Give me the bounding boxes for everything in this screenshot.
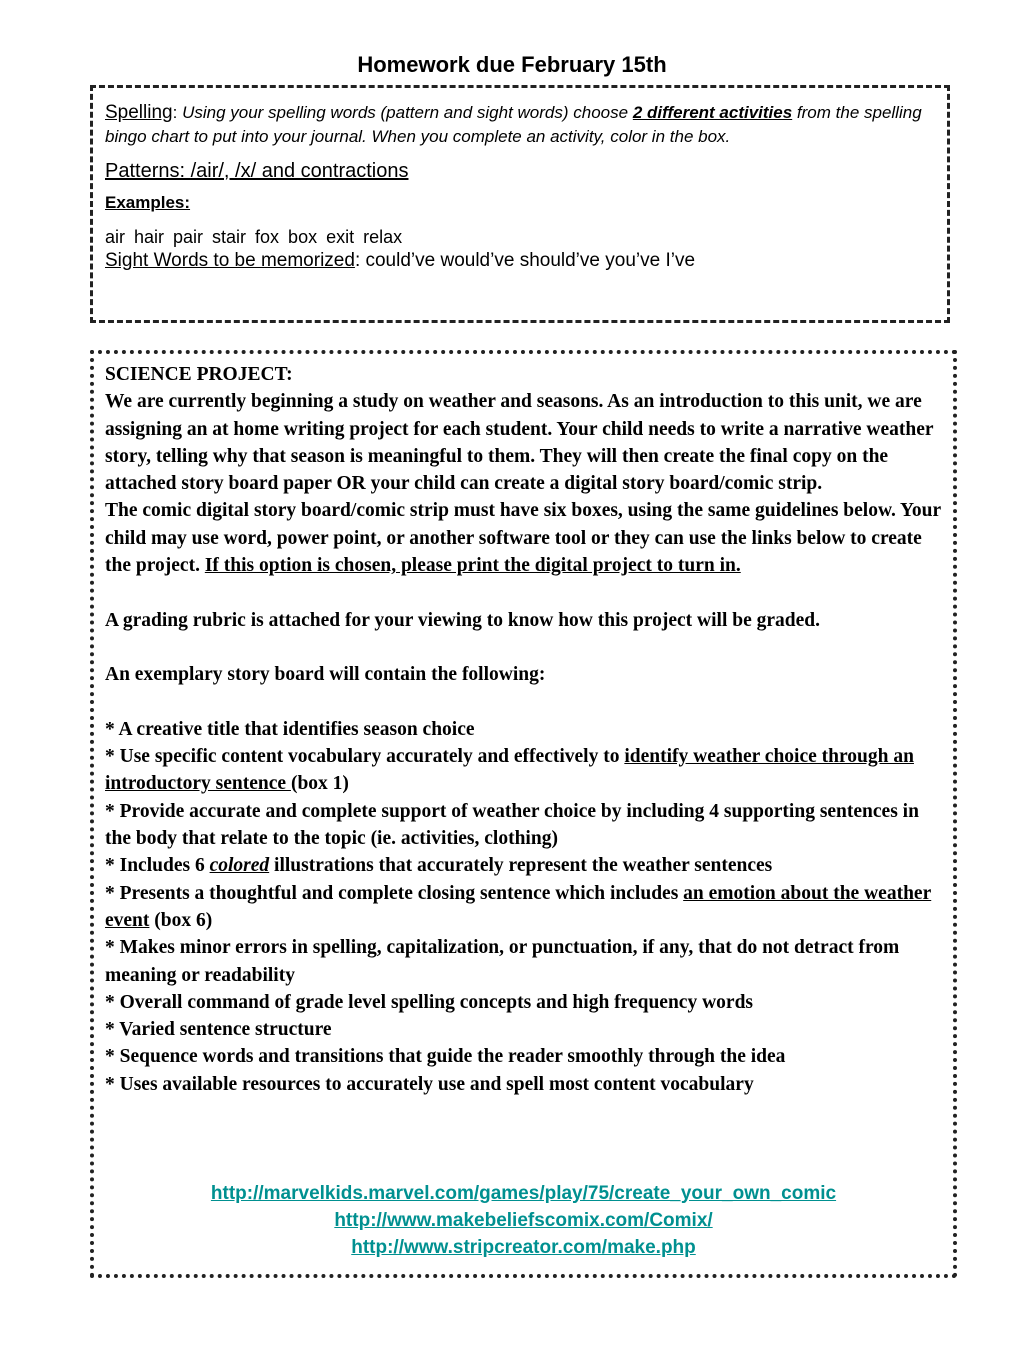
link-marvelkids[interactable]: http://marvelkids.marvel.com/games/play/75/create_your_own_comic <box>210 1183 837 1204</box>
examples-label: Examples: <box>105 193 191 212</box>
list-item: * A creative title that identifies season choice <box>105 718 475 740</box>
spelling-emphasis: 2 different activities <box>632 103 793 122</box>
sight-words-line <box>105 249 940 273</box>
patterns-line: Patterns: /air/, /x/ and contractions <box>105 160 409 182</box>
science-section <box>105 361 947 1098</box>
link-makebeliefscomix[interactable]: http://www.makebeliefscomix.com/Comix/ <box>334 1210 713 1231</box>
link-stripcreator[interactable]: http://www.stripcreator.com/make.php <box>351 1237 696 1258</box>
resource-links <box>90 1180 957 1261</box>
science-heading: SCIENCE PROJECT: <box>105 364 293 385</box>
print-instruction: If this option is chosen, please print the digital project to turn in. <box>204 555 741 577</box>
sight-words-label: Sight Words to be memorized <box>105 250 355 271</box>
spelling-section <box>105 101 940 273</box>
science-para2: The comic digital story board/comic strip must have six boxes, using the same guidelines below. Your child may use word, power point, or another software tool or they can use the links below to create the project. If this option is chosen, please print the digital project to turn in. <box>105 500 941 577</box>
list-item: * Makes minor errors in spelling, capitalization, or punctuation, if any, that do not detract from meaning or readability <box>105 937 900 986</box>
list-item: * Sequence words and transitions that guide the reader smoothly through the idea <box>105 1046 786 1068</box>
list-item: * Overall command of grade level spelling concepts and high frequency words <box>105 991 754 1013</box>
sight-words: : could’ve would’ve should’ve you’ve I’ve <box>354 250 696 271</box>
spelling-heading: Spelling <box>105 102 173 123</box>
exemplary-heading: An exemplary story board will contain the following: <box>105 664 546 686</box>
list-item: * Varied sentence structure <box>105 1019 332 1041</box>
rubric-note: A grading rubric is attached for your viewing to know how this project will be graded. <box>105 609 821 631</box>
spelling-instructions: Using your spelling words (pattern and sight words) choose <box>182 103 629 122</box>
list-item: * Includes 6 colored illustrations that accurately represent the weather sentences <box>105 855 773 877</box>
list-item: * Presents a thoughtful and complete closing sentence which includes an emotion about the weather event (box 6) <box>105 882 932 931</box>
example-words: air hair pair stair fox box exit relax <box>105 227 403 247</box>
spelling-intro: Spelling: Using your spelling words (pattern and sight words) choose 2 different activities from the spelling bingo chart to put into your journal. When you complete an activity, color in the box. <box>105 102 922 146</box>
list-item: * Use specific content vocabulary accurately and effectively to identify weather choice through an introductory sentence (box 1) <box>105 746 914 795</box>
list-item: * Provide accurate and complete support of weather choice by including 4 supporting sentences in the body that relate to the topic (ie. activities, clothing) <box>105 800 919 850</box>
spelling-instructions-cont: from the spelling bingo chart to put into your journal. When you complete an activity, color in the box. <box>105 103 922 146</box>
science-para1: We are currently beginning a study on weather and seasons. As an introduction to this unit, we are assigning an at home writing project for each student. Your child needs to write a narrative weather story, telling why that season is meaningful to them. They will then create the final copy on the attached story board paper OR your child can create a digital story board/comic strip. <box>105 391 934 495</box>
list-item: * Uses available resources to accurately use and spell most content vocabulary <box>105 1073 754 1095</box>
page-title: Homework due February 15th <box>357 52 667 77</box>
